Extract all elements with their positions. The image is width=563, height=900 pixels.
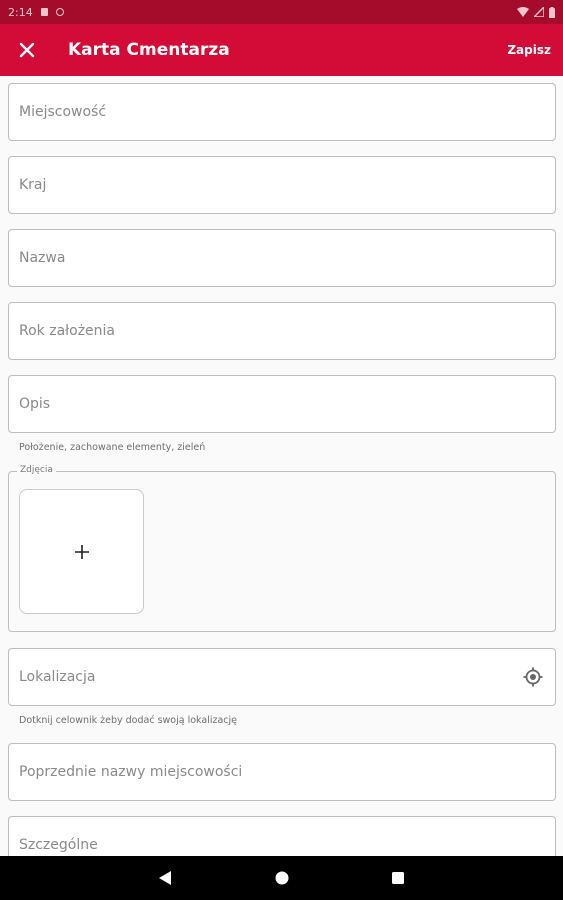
- add-photo-button[interactable]: [19, 489, 144, 614]
- home-button[interactable]: [270, 866, 294, 890]
- plus-icon: [75, 545, 89, 559]
- notification-icon: [56, 8, 64, 16]
- crosshair-icon[interactable]: [523, 667, 543, 687]
- wifi-icon: [517, 7, 529, 17]
- home-icon: [275, 871, 289, 885]
- page-title: Karta Cmentarza: [68, 40, 230, 60]
- name-placeholder: Nazwa: [19, 250, 66, 266]
- photos-section: [8, 465, 556, 632]
- recents-button[interactable]: [386, 866, 410, 890]
- save-button[interactable]: Zapisz: [507, 43, 551, 57]
- description-field[interactable]: [8, 375, 556, 433]
- description-placeholder: Opis: [19, 396, 51, 412]
- battery-icon: [549, 7, 555, 18]
- app-bar: [0, 24, 563, 76]
- system-nav-bar: [0, 856, 563, 900]
- photos-label: Zdjęcia: [17, 465, 56, 475]
- close-button[interactable]: [0, 24, 54, 76]
- back-icon: [159, 871, 173, 885]
- country-field[interactable]: [8, 156, 556, 214]
- previous-names-placeholder: Poprzednie nazwy miejscowości: [19, 764, 243, 780]
- founding-year-field[interactable]: [8, 302, 556, 360]
- location-field[interactable]: [8, 648, 556, 706]
- status-time: 2:14: [8, 5, 33, 19]
- special-placeholder: Szczególne: [19, 837, 98, 853]
- status-bar: [0, 0, 563, 24]
- description-helper: Położenie, zachowane elementy, zieleń: [19, 442, 206, 453]
- lock-icon: [41, 8, 48, 16]
- country-placeholder: Kraj: [19, 177, 47, 193]
- location-helper: Dotknij celownik żeby dodać swoją lokalizację: [19, 715, 237, 726]
- location-placeholder: Lokalizacja: [19, 669, 96, 685]
- back-button[interactable]: [154, 866, 178, 890]
- city-placeholder: Miejscowość: [19, 104, 107, 120]
- name-field[interactable]: [8, 229, 556, 287]
- close-icon: [19, 42, 35, 58]
- previous-names-field[interactable]: [8, 743, 556, 801]
- signal-icon: [534, 7, 544, 17]
- recents-icon: [391, 871, 405, 885]
- city-field[interactable]: [8, 83, 556, 141]
- founding-year-placeholder: Rok założenia: [19, 323, 115, 339]
